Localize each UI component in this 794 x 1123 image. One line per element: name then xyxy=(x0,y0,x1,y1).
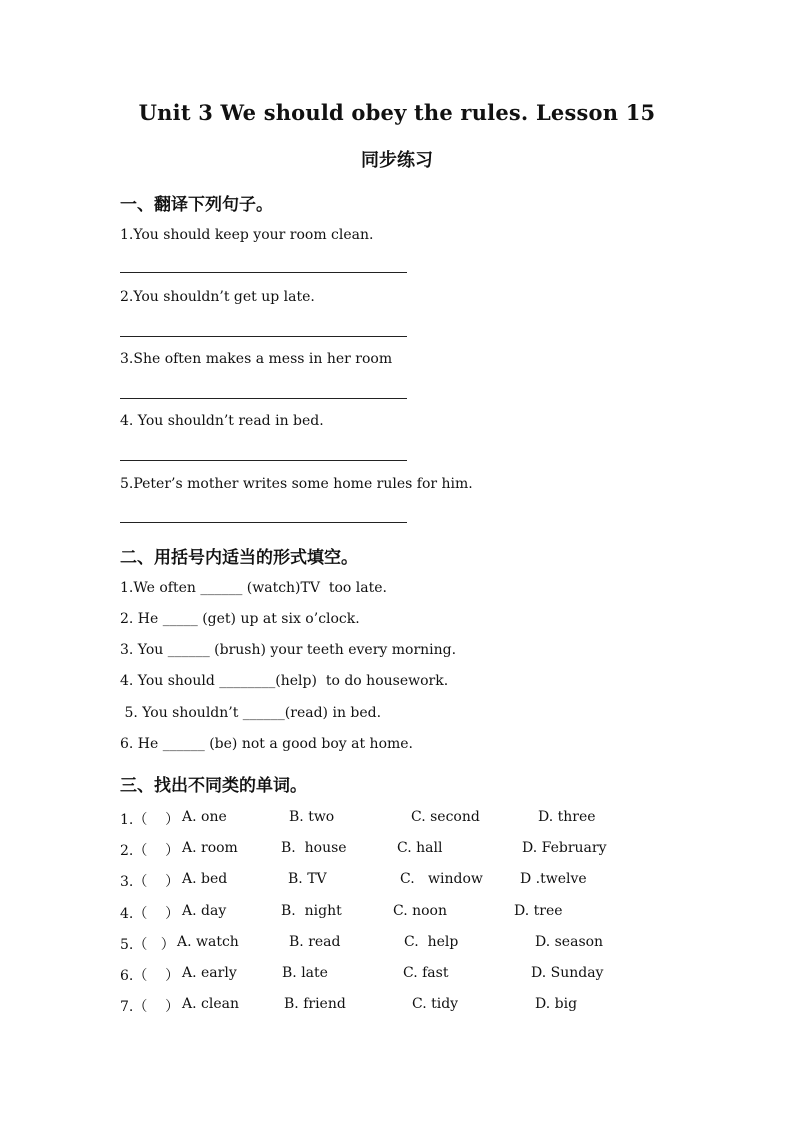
option-b: B. TV xyxy=(288,871,327,887)
option-d: D. Sunday xyxy=(531,965,604,981)
page-subtitle: 同步练习 xyxy=(361,150,433,171)
translate-item-1: 1.You should keep your room clean. xyxy=(120,227,374,243)
translate-item-2: 2.You shouldn’t get up late. xyxy=(120,289,315,305)
fill-item-5: 5. You shouldn’t ______(read) in bed. xyxy=(120,705,382,721)
option-d: D. tree xyxy=(514,903,563,919)
option-a: A. day xyxy=(182,903,227,919)
question-number[interactable]: 5.（ ） xyxy=(120,937,175,953)
option-a: A. room xyxy=(182,840,238,856)
option-d: D. big xyxy=(535,996,578,1012)
answer-line-2[interactable] xyxy=(120,336,407,337)
option-d: D. season xyxy=(535,934,604,950)
question-number[interactable]: 7.（ ） xyxy=(120,999,180,1015)
option-c: C. help xyxy=(404,934,459,950)
option-b: B. late xyxy=(282,965,328,981)
option-b: B. two xyxy=(289,809,335,825)
answer-line-1[interactable] xyxy=(120,272,407,273)
odd-word-row xyxy=(0,871,794,891)
page-title: Unit 3 We should obey the rules. Lesson 15 xyxy=(138,100,656,125)
option-c: C. hall xyxy=(397,840,443,856)
option-b: B. house xyxy=(281,840,347,856)
odd-word-row xyxy=(0,934,794,954)
option-b: B. night xyxy=(281,903,342,919)
option-d: D. February xyxy=(522,840,607,856)
question-number[interactable]: 1.（ ） xyxy=(120,812,180,828)
section2-heading: 二、用括号内适当的形式填空。 xyxy=(120,548,358,568)
fill-item-2: 2. He _____ (get) up at six o’clock. xyxy=(120,611,360,627)
option-a: A. bed xyxy=(182,871,228,887)
option-a: A. watch xyxy=(177,934,239,950)
answer-line-5[interactable] xyxy=(120,522,407,523)
odd-word-row xyxy=(0,965,794,985)
question-number[interactable]: 6.（ ） xyxy=(120,968,180,984)
option-c: C. noon xyxy=(393,903,448,919)
option-a: A. clean xyxy=(182,996,239,1012)
option-d: D .twelve xyxy=(520,871,587,887)
fill-item-4: 4. You should ________(help) to do housework. xyxy=(120,673,449,689)
fill-item-1: 1.We often ______ (watch)TV too late. xyxy=(120,580,387,596)
fill-item-3: 3. You ______ (brush) your teeth every morning. xyxy=(120,642,457,658)
option-c: C. fast xyxy=(403,965,449,981)
translate-item-4: 4. You shouldn’t read in bed. xyxy=(120,413,324,429)
question-number[interactable]: 4.（ ） xyxy=(120,906,180,922)
translate-item-5: 5.Peter’s mother writes some home rules for him. xyxy=(120,476,473,492)
odd-word-row xyxy=(0,903,794,923)
translate-item-3: 3.She often makes a mess in her room xyxy=(120,351,393,367)
question-number[interactable]: 2.（ ） xyxy=(120,843,180,859)
fill-item-6: 6. He ______ (be) not a good boy at home. xyxy=(120,736,414,752)
option-c: C. tidy xyxy=(412,996,459,1012)
option-a: A. one xyxy=(182,809,227,825)
odd-word-row xyxy=(0,840,794,860)
option-a: A. early xyxy=(182,965,237,981)
section1-heading: 一、翻译下列句子。 xyxy=(120,195,273,215)
odd-word-row xyxy=(0,996,794,1016)
section3-heading: 三、找出不同类的单词。 xyxy=(120,776,307,796)
answer-line-4[interactable] xyxy=(120,460,407,461)
option-b: B. read xyxy=(289,934,341,950)
question-number[interactable]: 3.（ ） xyxy=(120,874,180,890)
odd-word-row xyxy=(0,809,794,829)
option-b: B. friend xyxy=(284,996,346,1012)
answer-line-3[interactable] xyxy=(120,398,407,399)
option-c: C. window xyxy=(400,871,483,887)
option-d: D. three xyxy=(538,809,596,825)
option-c: C. second xyxy=(411,809,480,825)
